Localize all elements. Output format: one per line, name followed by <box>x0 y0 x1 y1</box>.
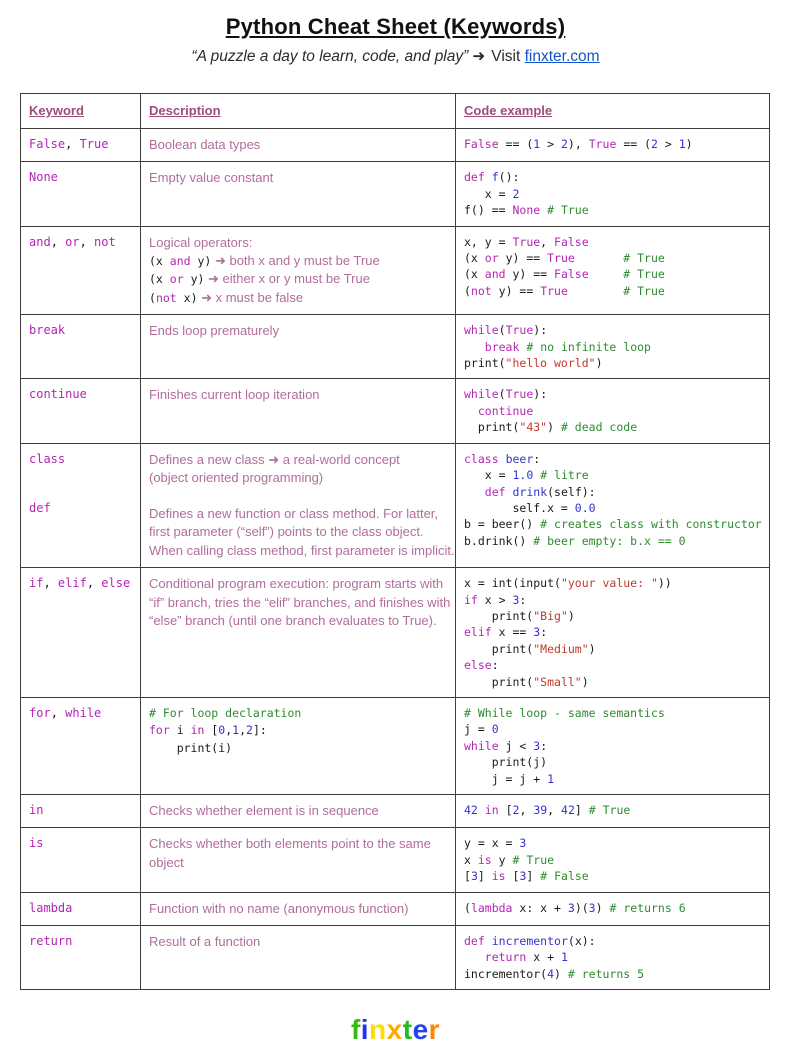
text-line: Finishes current loop iteration <box>149 387 320 403</box>
code-cell <box>456 129 769 161</box>
text-line: (x and y) ➜ both x and y must be True <box>149 253 380 269</box>
text-line: b.drink() # beer empty: b.x == 0 <box>464 533 686 548</box>
code-cell <box>456 444 770 567</box>
text-line: and, or, not <box>29 234 116 249</box>
table-row <box>21 893 769 926</box>
logo-letter: f <box>350 1014 361 1046</box>
description-cell <box>141 444 456 567</box>
text-line: def incrementor(x): <box>464 934 596 949</box>
text-line: False == (1 > 2), True == (2 > 1) <box>464 137 693 151</box>
logo-letter: x <box>386 1014 403 1046</box>
text-line: j = j + 1 <box>464 771 555 786</box>
text-line: x = 2 <box>464 186 520 201</box>
text-line: in <box>29 803 44 817</box>
text-line: j = 0 <box>464 722 499 737</box>
text-line: x = 1.0 # litre <box>464 468 589 483</box>
logo-letter: e <box>412 1014 429 1046</box>
code-cell <box>456 795 769 827</box>
description-cell <box>141 795 456 827</box>
text-line: (not x) ➜ x must be false <box>149 289 304 305</box>
text-line: break # no infinite loop <box>484 339 651 354</box>
text-line: print("hello world") <box>464 356 603 371</box>
column-header-label: Description <box>149 103 221 118</box>
text-line: Defines a new class ➜ a real-world concept <box>149 451 400 467</box>
code-cell <box>456 315 769 378</box>
text-line: Checks whether element is in sequence <box>149 803 379 818</box>
column-header <box>21 94 141 128</box>
text-line: break <box>29 323 66 338</box>
text-line: if, elif, else <box>29 576 131 591</box>
text-line: Defines a new function or class method. For latter, <box>149 505 439 521</box>
page-title: Python Cheat Sheet (Keywords) <box>225 14 566 39</box>
text-line: for i in [0,1,2]: <box>149 723 267 738</box>
text-line: [3] is [3] # False <box>464 869 589 884</box>
table-body <box>21 129 769 989</box>
text-line: print(i) <box>149 740 233 755</box>
table-row <box>21 828 769 892</box>
keyword-cell <box>21 828 141 891</box>
table-row <box>21 568 769 698</box>
text-line: return x + 1 <box>484 950 568 965</box>
text-line: print(j) <box>464 755 548 770</box>
text-line: while(True): <box>464 387 548 402</box>
column-header <box>141 94 456 128</box>
text-line: Function with no name (anonymous function) <box>149 900 409 916</box>
table-header-row <box>21 94 769 129</box>
text-line: self.x = 0.0 <box>464 500 596 515</box>
text-line: print("Small") <box>464 674 589 689</box>
code-cell <box>456 828 769 891</box>
table-row <box>21 379 769 443</box>
keyword-cell <box>21 315 141 378</box>
code-cell <box>456 227 769 315</box>
subtitle-visit-text: Visit <box>491 48 521 65</box>
text-line <box>29 484 132 500</box>
text-line: f() == None # True <box>464 203 589 218</box>
text-line: class <box>29 451 66 466</box>
table-row <box>21 129 769 162</box>
text-line: When calling class method, first parameter is implicit. <box>149 542 455 558</box>
keyword-cell <box>21 795 141 827</box>
text-line: is <box>29 836 44 851</box>
column-header <box>456 94 769 128</box>
description-cell <box>141 162 456 225</box>
text-line: “if” branch, tries the “elif” branches, and finishes with <box>149 594 451 610</box>
subtitle-quote: “A puzzle a day to learn, code, and play” <box>191 48 469 65</box>
text-line: incrementor(4) # returns 5 <box>464 966 645 981</box>
text-line: (not y) == True # True <box>464 283 665 298</box>
text-line: print("43") # dead code <box>464 420 638 435</box>
text-line: class beer: <box>464 451 541 466</box>
text-line: lambda <box>29 900 73 915</box>
column-header-label: Code example <box>464 103 553 118</box>
text-line: while j < 3: <box>464 738 548 753</box>
table-row <box>21 227 769 316</box>
description-cell <box>141 698 456 794</box>
text-line: def drink(self): <box>484 484 596 499</box>
text-line: elif x == 3: <box>464 625 548 640</box>
description-cell <box>141 568 456 697</box>
text-line: (x and y) == False # True <box>464 267 665 282</box>
logo-letter: t <box>402 1014 413 1046</box>
code-cell <box>456 893 769 925</box>
keyword-cell <box>21 444 141 567</box>
code-cell <box>456 568 769 697</box>
text-line: (object oriented programming) <box>149 470 324 486</box>
text-line: b = beer() # creates class with constructor <box>464 517 762 532</box>
text-line: Empty value constant <box>149 170 274 186</box>
text-line: print("Medium") <box>464 641 596 656</box>
text-line: Conditional program execution: program starts with <box>149 576 444 592</box>
finxter-logo <box>0 1014 791 1046</box>
keyword-cell <box>21 926 141 989</box>
text-line: return <box>29 934 73 949</box>
text-line <box>29 467 132 483</box>
table-row <box>21 162 769 226</box>
text-line: (x or y) ➜ either x or y must be True <box>149 271 370 287</box>
code-cell <box>456 926 769 989</box>
column-header-label: Keyword <box>29 103 84 118</box>
text-line: def <box>29 500 51 515</box>
cheat-sheet-page <box>0 14 791 1046</box>
table-row <box>21 444 769 568</box>
description-cell <box>141 227 456 315</box>
subtitle <box>0 47 791 66</box>
keyword-cell <box>21 568 141 697</box>
description-cell <box>141 379 456 442</box>
text-line: def f(): <box>464 170 520 185</box>
text-line: # While loop - same semantics <box>464 705 665 720</box>
keyword-cell <box>21 129 141 161</box>
code-cell <box>456 379 769 442</box>
text-line: (lambda x: x + 3)(3) # returns 6 <box>464 900 686 915</box>
text-line: False, True <box>29 137 109 151</box>
text-line: while(True): <box>464 323 548 338</box>
code-cell <box>456 698 769 794</box>
description-cell <box>141 315 456 378</box>
keyword-cell <box>21 893 141 925</box>
text-line: continue <box>29 387 87 402</box>
finxter-link[interactable]: finxter.com <box>524 48 600 65</box>
description-cell <box>141 926 456 989</box>
keyword-cell <box>21 698 141 794</box>
text-line: # For loop declaration <box>149 705 302 720</box>
text-line: Checks whether both elements point to the same <box>149 836 431 852</box>
arrow-icon: ➜ <box>472 48 486 65</box>
keyword-cell <box>21 379 141 442</box>
text-line: Result of a function <box>149 934 261 950</box>
description-cell <box>141 893 456 925</box>
text-line: Logical operators: <box>149 234 253 250</box>
code-cell <box>456 162 769 225</box>
description-cell <box>141 129 456 161</box>
text-line <box>149 488 447 505</box>
text-line: y = x = 3 <box>464 836 527 851</box>
text-line: print("Big") <box>464 608 575 623</box>
table-row <box>21 926 769 989</box>
logo-letter: r <box>428 1014 441 1046</box>
text-line: first parameter (“self”) points to the class object. <box>149 524 424 540</box>
keyword-cell <box>21 227 141 315</box>
text-line: x = int(input("your value: ")) <box>464 576 672 591</box>
logo-letter: i <box>360 1014 370 1046</box>
text-line: for, while <box>29 705 102 720</box>
description-cell <box>141 828 456 891</box>
text-line: object <box>149 854 184 870</box>
text-line: if x > 3: <box>464 592 527 607</box>
table-row <box>21 315 769 379</box>
text-line: continue <box>477 403 534 418</box>
logo-letter: n <box>369 1014 387 1046</box>
text-line: (x or y) == True # True <box>464 251 665 266</box>
text-line: Boolean data types <box>149 137 261 152</box>
text-line: Ends loop prematurely <box>149 323 280 339</box>
text-line: None <box>29 170 58 185</box>
text-line: “else” branch (until one branch evaluates to True). <box>149 612 437 628</box>
text-line: 42 in [2, 39, 42] # True <box>464 803 631 817</box>
keyword-cell <box>21 162 141 225</box>
table-row <box>21 698 769 795</box>
text-line: x, y = True, False <box>464 234 589 249</box>
text-line: else: <box>464 658 499 673</box>
text-line: x is y # True <box>464 852 555 867</box>
table-row <box>21 795 769 828</box>
keywords-table <box>20 93 770 990</box>
